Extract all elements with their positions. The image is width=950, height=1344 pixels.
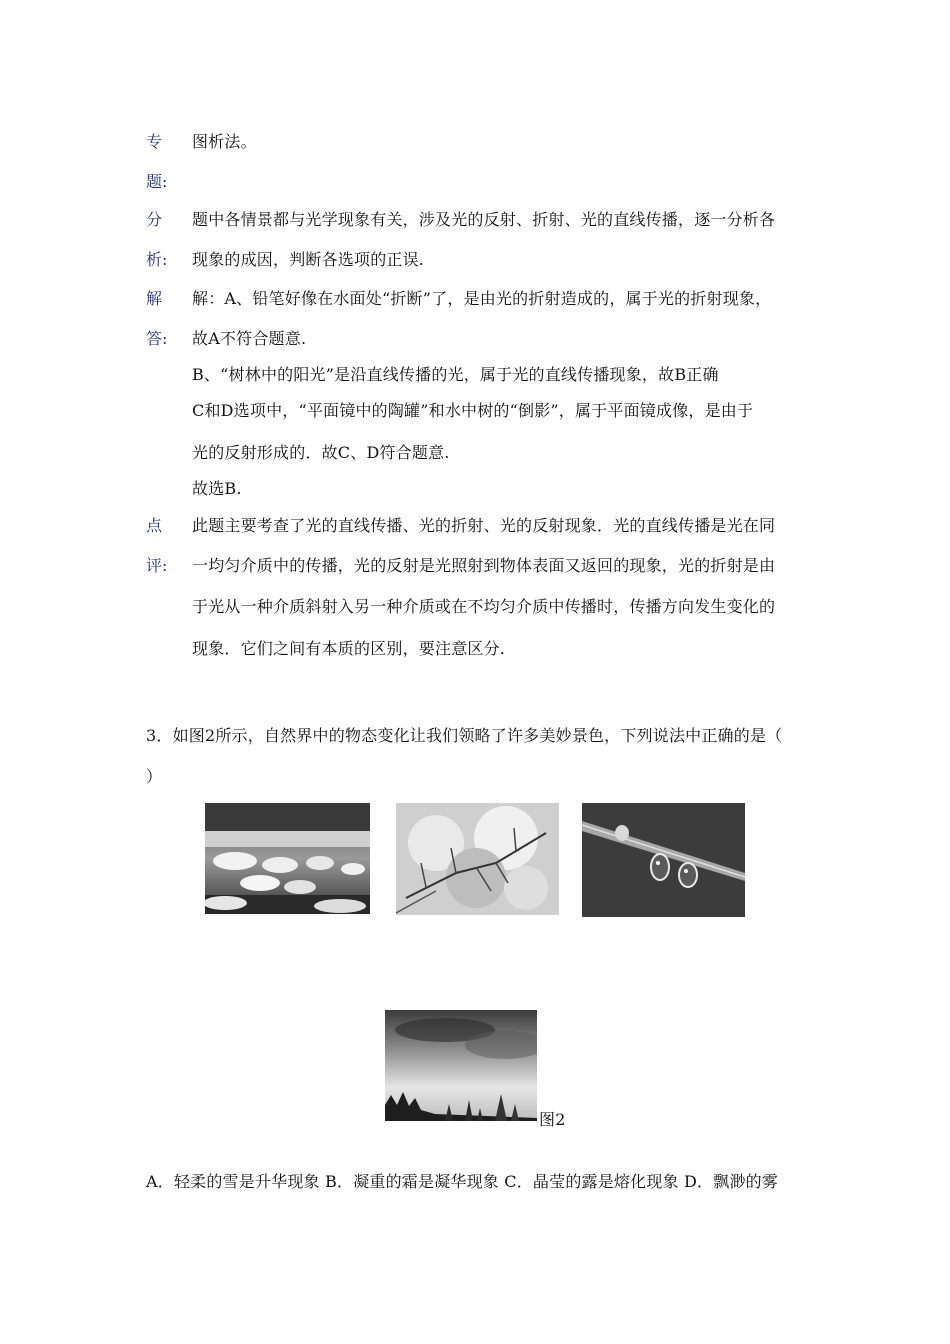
fenxi-line-2: 现象的成因，判断各选项的正误. — [192, 250, 425, 269]
question-line-1: 3．如图2所示，自然界中的物态变化让我们领略了许多美妙景色，下列说法中正确的是（ — [146, 726, 783, 745]
snow-photo — [205, 803, 370, 914]
zhuanti-text: 图析法。 — [192, 132, 257, 151]
label-fenxi-1: 分 — [146, 210, 163, 229]
dew-photo — [582, 803, 745, 917]
label-zhuanti-2: 题: — [146, 172, 168, 191]
jieda-line-6: 故选B. — [192, 479, 242, 498]
fog-photo — [385, 1010, 537, 1121]
label-fenxi-2: 析: — [146, 250, 168, 269]
jieda-line-1: 解：A、铅笔好像在水面处“折断”了，是由光的折射造成的，属于光的折射现象， — [192, 289, 772, 308]
label-jieda-1: 解 — [146, 289, 163, 308]
label-dianping-2: 评: — [146, 556, 168, 575]
fenxi-line-1: 题中各情景都与光学现象有关，涉及光的反射、折射、光的直线传播，逐一分析各 — [192, 210, 776, 229]
label-jieda-2: 答: — [146, 329, 168, 348]
jieda-line-3: B、“树林中的阳光”是沿直线传播的光，属于光的直线传播现象，故B正确 — [192, 365, 719, 384]
jieda-line-4: C和D选项中，“平面镜中的陶罐”和水中树的“倒影”，属于平面镜成像，是由于 — [192, 401, 754, 420]
jieda-line-5: 光的反射形成的．故C、D符合题意. — [192, 443, 450, 462]
question-options: A．轻柔的雪是升华现象 B．凝重的霜是凝华现象 C．晶莹的露是熔化现象 D．飘渺的雾 — [146, 1172, 779, 1191]
jieda-line-2: 故A不符合题意. — [192, 329, 307, 348]
dianping-line-2: 一均匀介质中的传播，光的反射是光照射到物体表面又返回的现象，光的折射是由 — [192, 556, 776, 575]
dianping-line-3: 于光从一种介质斜射入另一种介质或在不均匀介质中传播时，传播方向发生变化的 — [192, 597, 776, 616]
figure-caption: 图2 — [539, 1110, 566, 1129]
dianping-line-1: 此题主要考查了光的直线传播、光的折射、光的反射现象．光的直线传播是光在同 — [192, 516, 776, 535]
question-line-2: ） — [146, 767, 163, 786]
label-zhuanti-1: 专 — [146, 132, 163, 151]
dianping-line-4: 现象．它们之间有本质的区别，要注意区分. — [192, 639, 506, 658]
frost-photo — [396, 803, 559, 915]
label-dianping-1: 点 — [146, 516, 163, 535]
